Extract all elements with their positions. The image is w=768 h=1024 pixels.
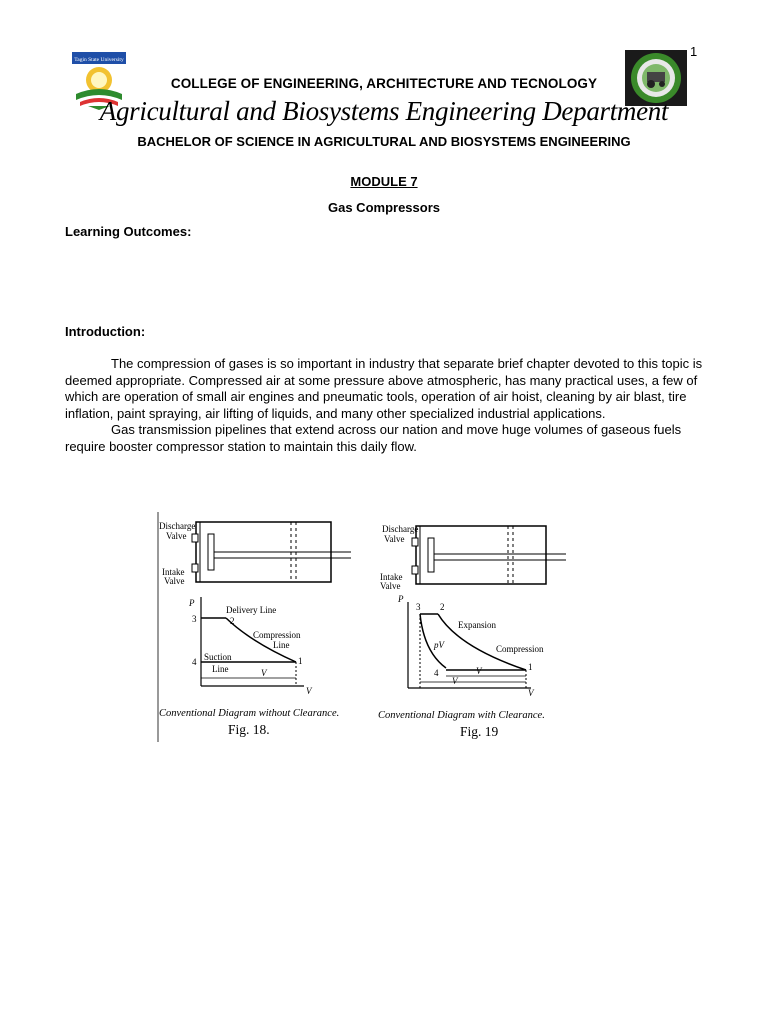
point-1: 1 xyxy=(298,656,303,666)
introduction-heading: Introduction: xyxy=(65,324,146,339)
point-3: 3 xyxy=(416,602,421,612)
intro-paragraph-2 xyxy=(65,422,705,455)
compression-label: Compression xyxy=(253,630,301,640)
point-4: 4 xyxy=(192,657,197,667)
page-number: 1 xyxy=(690,44,698,59)
vd-label: V xyxy=(261,668,267,678)
pv-label: pV xyxy=(434,640,444,650)
intake-label: Intake xyxy=(380,572,403,582)
delivery-line-label: Delivery Line xyxy=(226,605,277,615)
learning-outcomes-heading: Learning Outcomes: xyxy=(65,224,192,239)
compression-label: Compression xyxy=(496,644,544,654)
logo-text: Tagin State University xyxy=(74,57,124,63)
program-name: BACHELOR OF SCIENCE IN AGRICULTURAL AND BIOSYSTEMS ENGINEERING xyxy=(137,134,631,149)
intro-paragraph-1 xyxy=(65,356,705,422)
expansion-label: Expansion xyxy=(458,620,496,630)
point-4: 4 xyxy=(434,668,439,678)
figure-18-diagram xyxy=(156,512,371,744)
valve-label: Valve xyxy=(380,581,401,591)
college-name: COLLEGE OF ENGINEERING, ARCHITECTURE AND TECNOLOGY xyxy=(170,76,598,91)
suction-label: Line xyxy=(212,664,229,674)
point-2: 2 xyxy=(230,616,235,626)
point-3: 3 xyxy=(192,614,197,624)
department-name: Agricultural and Biosystems Engineering Department xyxy=(99,96,669,126)
valve-label: Valve xyxy=(166,531,187,541)
discharge-label: Discharge xyxy=(159,521,196,531)
paragraph-text: Gas transmission pipelines that extend across our nation and move huge volumes of gaseous fuels require booster compressor station to maintain this daily flow. xyxy=(65,422,682,454)
figure-19-caption: Conventional Diagram with Clearance. xyxy=(378,710,545,721)
valve-label: Valve xyxy=(164,576,185,586)
figure-18-label: Fig. 18. xyxy=(228,722,270,737)
point-2: 2 xyxy=(440,602,445,612)
paragraph-text: The compression of gases is so important in industry that separate brief chapter devoted to this topic is deemed appropriate. Compressed air at some pressure above atmospheric, has many practical uses, a few of which are operation of small air engines and pneumatic tools, operation of air hoist, cleaning by air blast, tire inflation, paint spraying, air lifting of liquids, and many other specialized industrial applications. xyxy=(65,356,703,421)
vd-label: V xyxy=(452,676,458,686)
suction-label: Suction xyxy=(204,652,232,662)
discharge-label: Discharge xyxy=(382,524,419,534)
figure-19-diagram xyxy=(376,512,591,744)
intake-label: Intake xyxy=(162,567,185,577)
valve-label: Valve xyxy=(384,534,405,544)
axis-v: V xyxy=(528,688,534,698)
axis-v: V xyxy=(306,686,312,696)
v1-label: V xyxy=(476,666,482,676)
module-title: MODULE 7 xyxy=(350,174,418,189)
figure-19-label: Fig. 19 xyxy=(460,724,499,739)
axis-p: P xyxy=(398,594,404,604)
compression-label: Line xyxy=(273,640,290,650)
module-subject: Gas Compressors xyxy=(328,200,440,215)
axis-p: P xyxy=(189,598,195,608)
figure-18-caption: Conventional Diagram without Clearance. xyxy=(159,708,340,719)
point-1: 1 xyxy=(528,662,533,672)
